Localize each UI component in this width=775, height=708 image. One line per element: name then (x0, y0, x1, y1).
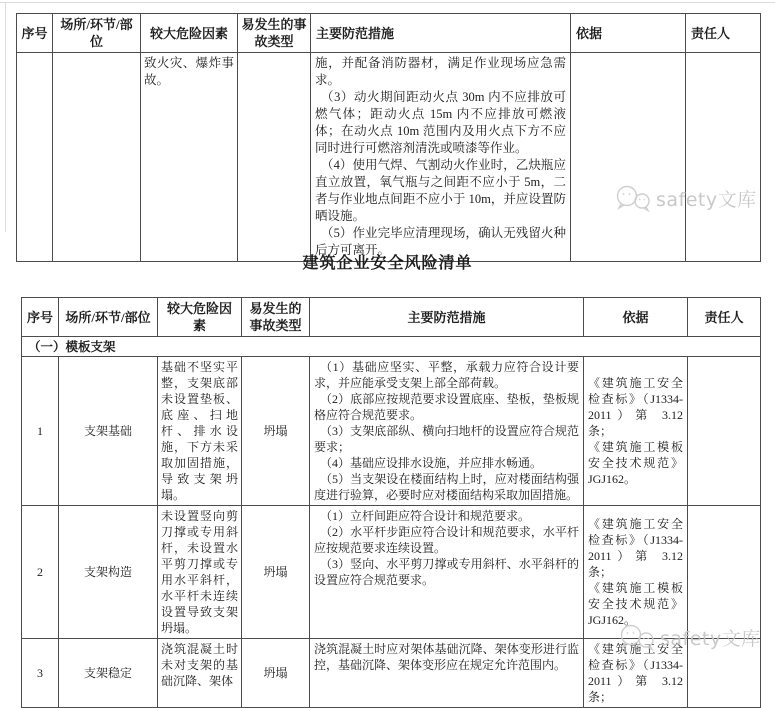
seq-cell (17, 53, 53, 262)
seq-cell: 1 (22, 357, 59, 506)
column-header-seq: 序号 (22, 298, 59, 337)
column-header-basis: 依据 (571, 14, 686, 53)
measures-cell (310, 639, 584, 708)
text-paragraph: （2）水平杆步距应符合设计和规范要求，水平杆应按规范要求连续设置。 (314, 525, 579, 555)
text-paragraph: （5）当支架设在楼面结构上时，应对楼面结构强度进行验算，必要时应对楼面结构采取加固措施。 (314, 472, 579, 502)
column-header-accident: 易发生的事故类型 (238, 14, 311, 53)
risk-cell: 浇筑混凝土时未对支架的基础沉降、架体 (158, 639, 242, 708)
column-header-risk: 较大危险因素 (158, 298, 242, 337)
seq-cell: 3 (22, 639, 59, 708)
measures-cell (311, 53, 571, 262)
watermark-label: safety文库 (656, 188, 757, 211)
text-paragraph: 《建筑施工安全检查标》（J1334-2011）第 3.12 条； (588, 642, 683, 704)
table-row (22, 506, 761, 639)
text-paragraph: （3）竖向、水平剪刀撑或专用斜杆、水平斜杆的设置应符合规范要求。 (314, 557, 579, 587)
table-header-row (17, 14, 761, 53)
scan-edge-left (5, 2, 6, 232)
seq-cell: 2 (22, 506, 59, 639)
text-paragraph: （5）作业完毕应清理现场，确认无残留火种后方可离开。 (315, 226, 566, 257)
basis-cell (584, 639, 688, 708)
column-header-responsible: 责任人 (686, 14, 761, 53)
text-paragraph: 施，并配备消防器材，满足作业现场应急需求。 (315, 56, 566, 87)
column-header-seq: 序号 (17, 14, 53, 53)
column-header-measures: 主要防范措施 (310, 298, 584, 337)
text-paragraph: 《建筑施工安全检查标》（J1334-2011）第 3.12 条； (588, 517, 683, 579)
column-header-accident: 易发生的事故类型 (242, 298, 310, 337)
accident-cell: 坍塌 (242, 506, 310, 639)
table-row (22, 639, 761, 708)
place-cell (53, 53, 141, 262)
column-header-responsible: 责任人 (688, 298, 761, 337)
text-paragraph: 《建筑施工模板安全技术规范》JGJ162。 (588, 581, 683, 627)
basis-cell (584, 357, 688, 506)
column-header-risk: 较大危险因素 (141, 14, 238, 53)
risk-cell: 未设置竖向剪刀撑或专用斜杆，未设置水平剪刀撑或专用水平斜杆，水平杆未连续设置导致支架坍塌。 (158, 506, 242, 639)
section-row (22, 337, 761, 357)
table-row (17, 53, 761, 262)
column-header-place: 场所/环节/部位 (53, 14, 141, 53)
text-paragraph: 浇筑混凝土时应对架体基础沉降、架体变形进行监控，基础沉降、架体变形应在规定允许范围内。 (314, 642, 579, 672)
text-paragraph: 《建筑施工模板安全技术规范》JGJ162。 (588, 440, 683, 486)
page-title: 建筑企业安全风险清单 (302, 255, 473, 272)
text-paragraph: （3）支架底部纵、横向扫地杆的设置应符合规范要求； (314, 424, 579, 454)
text-paragraph: 《建筑施工安全检查标》（J1334-2011）第 3.12 条； (588, 376, 683, 438)
text-paragraph: （1）基础应坚实、平整，承载力应符合设计要求，并应能承受支架上部全部荷载。 (314, 360, 579, 390)
basis-cell (571, 53, 686, 262)
basis-cell (584, 506, 688, 639)
column-header-basis: 依据 (584, 298, 688, 337)
accident-cell: 坍塌 (242, 357, 310, 506)
accident-cell (238, 53, 311, 262)
responsible-cell (688, 357, 761, 506)
watermark-label: safety文库 (660, 627, 761, 650)
measures-cell (310, 506, 584, 639)
measures-cell (310, 357, 584, 506)
scan-edge-top (0, 2, 775, 3)
table-row (22, 357, 761, 506)
text-paragraph: （4）使用气焊、气割动火作业时，乙炔瓶应直立放置，氧气瓶与之间距不应小于 5m，二者与作业地点间距不应小于 10m，并应设置防晒设施。 (315, 158, 566, 223)
responsible-cell (686, 53, 761, 262)
text-paragraph: （4）基础应设排水设施，并应排水畅通。 (320, 456, 543, 470)
section-label: （一）模板支架 (22, 337, 761, 357)
column-header-measures: 主要防范措施 (311, 14, 571, 53)
accident-cell: 坍塌 (242, 639, 310, 708)
place-cell: 支架构造 (59, 506, 158, 639)
risk-cell: 基础不坚实平整，支架底部未设置垫板、底座、扫地杆、排水设施，下方未采取加固措施，导致支架坍塌。 (158, 357, 242, 506)
risk-cell: 致火灾、爆炸事故。 (141, 53, 238, 262)
place-cell: 支架稳定 (59, 639, 158, 708)
risk-table-main (21, 297, 761, 708)
table-header-row (22, 298, 761, 337)
column-header-place: 场所/环节/部位 (59, 298, 158, 337)
responsible-cell (688, 506, 761, 639)
responsible-cell (688, 639, 761, 708)
text-paragraph: （1）立杆间距应符合设计和规范要求。 (320, 509, 531, 523)
text-paragraph: （2）底部应按规范要求设置底座、垫板，垫板规格应符合规范要求。 (314, 392, 579, 422)
text-paragraph: （3）动火期间距动火点 30m 内不应排放可燃气体；距动火点 15m 内不应排放可燃液体；在动火点 10m 范围内及用火点下方不应同时进行可燃溶剂清洗或喷漆等作业。 (315, 90, 566, 155)
risk-table-continuation (16, 13, 761, 262)
place-cell: 支架基础 (59, 357, 158, 506)
